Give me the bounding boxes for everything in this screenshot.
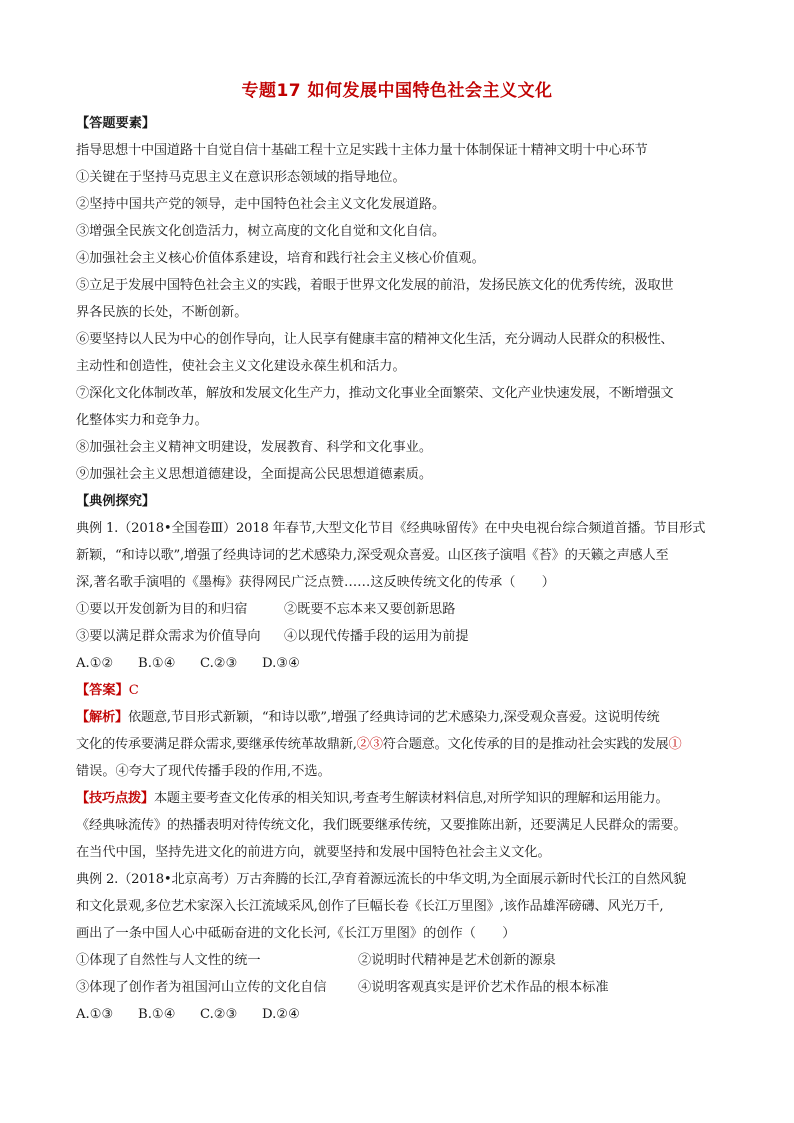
option-4: ④说明客观真实是评价艺术作品的根本标准 [358, 980, 609, 995]
answer-point: 化整体实力和竞争力。 [76, 413, 208, 428]
option-1: ①要以开发创新为目的和归宿 [76, 602, 248, 617]
answer-points-list [76, 164, 726, 488]
choice-a: A.①② [76, 656, 114, 671]
example-stem-line: 和文化景观,多位艺术家深入长江流域采风,创作了巨幅长卷《长江万里图》,该作品雄浑磅礴、风光万千, [76, 899, 664, 914]
example-stem-line: 典例 2.（2018•北京高考）万古奔腾的长江,孕育着源远流长的中华文明,为全面展示新时代长江的自然风貌 [76, 872, 686, 887]
choice-a: A.①③ [76, 1007, 114, 1022]
example-stem-line: 新颖，“和诗以歌”,增强了经典诗词的艺术感染力,深受观众喜爱。山区孩子演唱《苔》的天籁之声感人至 [76, 548, 669, 563]
answer-point: ⑨加强社会主义思想道德建设，全面提高公民思想道德素质。 [76, 467, 433, 482]
analysis-text: 依题意,节目形式新颖，“和诗以歌”,增强了经典诗词的艺术感染力,深受观众喜爱。这说明传统 [127, 710, 660, 725]
example-2 [76, 866, 726, 1028]
option-1: ①体现了自然性与人文性的统一 [76, 953, 261, 968]
choice-d: D.③④ [262, 656, 300, 671]
answer-point: ⑤立足于发展中国特色社会主义的实践，着眼于世界文化发展的前沿，发扬民族文化的优秀传统，汲取世 [76, 278, 674, 293]
choice-row [76, 1001, 726, 1028]
choice-b: B.①④ [138, 656, 176, 671]
example-stem-line: 深,著名歌手演唱的《墨梅》获得网民广泛点赞……这反映传统文化的传承（ ） [76, 575, 555, 590]
tips-label: 【技巧点拨】 [76, 791, 154, 806]
analysis-text: 符合题意。文化传承的目的是推动社会实践的发展 [382, 737, 669, 752]
page-title: 专题17 如何发展中国特色社会主义文化 [241, 81, 553, 101]
answer-label: 【答案】 [76, 683, 129, 698]
analysis-line: 错误。④夸大了现代传播手段的作用,不选。 [76, 764, 331, 779]
tips-line [76, 785, 726, 812]
option-row [76, 596, 726, 623]
analysis-line [76, 731, 726, 758]
keyword-chain: 指导思想十中国道路十自觉自信十基础工程十立足实践十主体力量十体制保证十精神文明十中心环节 [76, 143, 648, 158]
section-heading-elements: 【答题要素】 [76, 116, 156, 131]
answer-point: ①关键在于坚持马克思主义在意识形态领域的指导地位。 [76, 170, 406, 185]
tips-text: 本题主要考查文化传承的相关知识,考查考生解读材料信息,对所学知识的理解和运用能力。 [153, 791, 669, 806]
choice-row [76, 650, 726, 677]
answer-point: 界各民族的长处，不断创新。 [76, 305, 248, 320]
choice-b: B.①④ [138, 1007, 176, 1022]
document-body [76, 110, 726, 1028]
analysis-highlight: ① [668, 737, 682, 752]
answer-point: ③增强全民族文化创造活力，树立高度的文化自觉和文化自信。 [76, 224, 446, 239]
answer-point: ⑦深化文化体制改革，解放和发展文化生产力，推动文化事业全面繁荣、文化产业快速发展，不断增强文 [76, 386, 674, 401]
option-row [76, 623, 726, 650]
tips-line: 《经典咏流传》的热播表明对待传统文化，我们既要继承传统，又要推陈出新，还要满足人民群众的需要。 [76, 818, 687, 833]
choice-d: D.②④ [262, 1007, 300, 1022]
analysis-label: 【解析】 [76, 710, 128, 725]
section-heading-examples: 【典例探究】 [76, 494, 156, 509]
answer-line [76, 677, 726, 704]
answer-point: ⑥要坚持以人民为中心的创作导向，让人民享有健康丰富的精神文化生活，充分调动人民群众的积极性、 [76, 332, 674, 347]
option-2: ②说明时代精神是艺术创新的源泉 [358, 953, 556, 968]
answer-point: ⑧加强社会主义精神文明建设，发展教育、科学和文化事业。 [76, 440, 433, 455]
answer-point: 主动性和创造性，使社会主义文化建设永葆生机和活力。 [76, 359, 406, 374]
choice-c: C.②③ [200, 656, 238, 671]
option-4: ④以现代传播手段的运用为前提 [284, 629, 469, 644]
analysis-line [76, 704, 726, 731]
option-row [76, 974, 726, 1001]
analysis-text: 文化的传承要满足群众需求,要继承传统革故鼎新, [76, 737, 357, 752]
choice-c: C.②③ [200, 1007, 238, 1022]
analysis-highlight: ②③ [356, 737, 383, 752]
answer-point: ②坚持中国共产党的领导，走中国特色社会主义文化发展道路。 [76, 197, 446, 212]
example-1 [76, 515, 726, 866]
answer-value: C [128, 683, 139, 698]
option-3: ③体现了创作者为祖国河山立传的文化自信 [76, 980, 327, 995]
option-3: ③要以满足群众需求为价值导向 [76, 629, 261, 644]
example-stem-line: 典例 1.（2018•全国卷Ⅲ）2018 年春节,大型文化节目《经典咏留传》在中央电视台综合频道首播。节目形式 [76, 521, 706, 536]
option-row [76, 947, 726, 974]
answer-point: ④加强社会主义核心价值体系建设，培育和践行社会主义核心价值观。 [76, 251, 485, 266]
example-stem-line: 画出了一条中国人心中砥砺奋进的文化长河,《长江万里图》的创作（ ） [76, 926, 516, 941]
option-2: ②既要不忘本来又要创新思路 [284, 602, 456, 617]
tips-line: 在当代中国，坚持先进文化的前进方向，就要坚持和发展中国特色社会主义文化。 [76, 845, 551, 860]
